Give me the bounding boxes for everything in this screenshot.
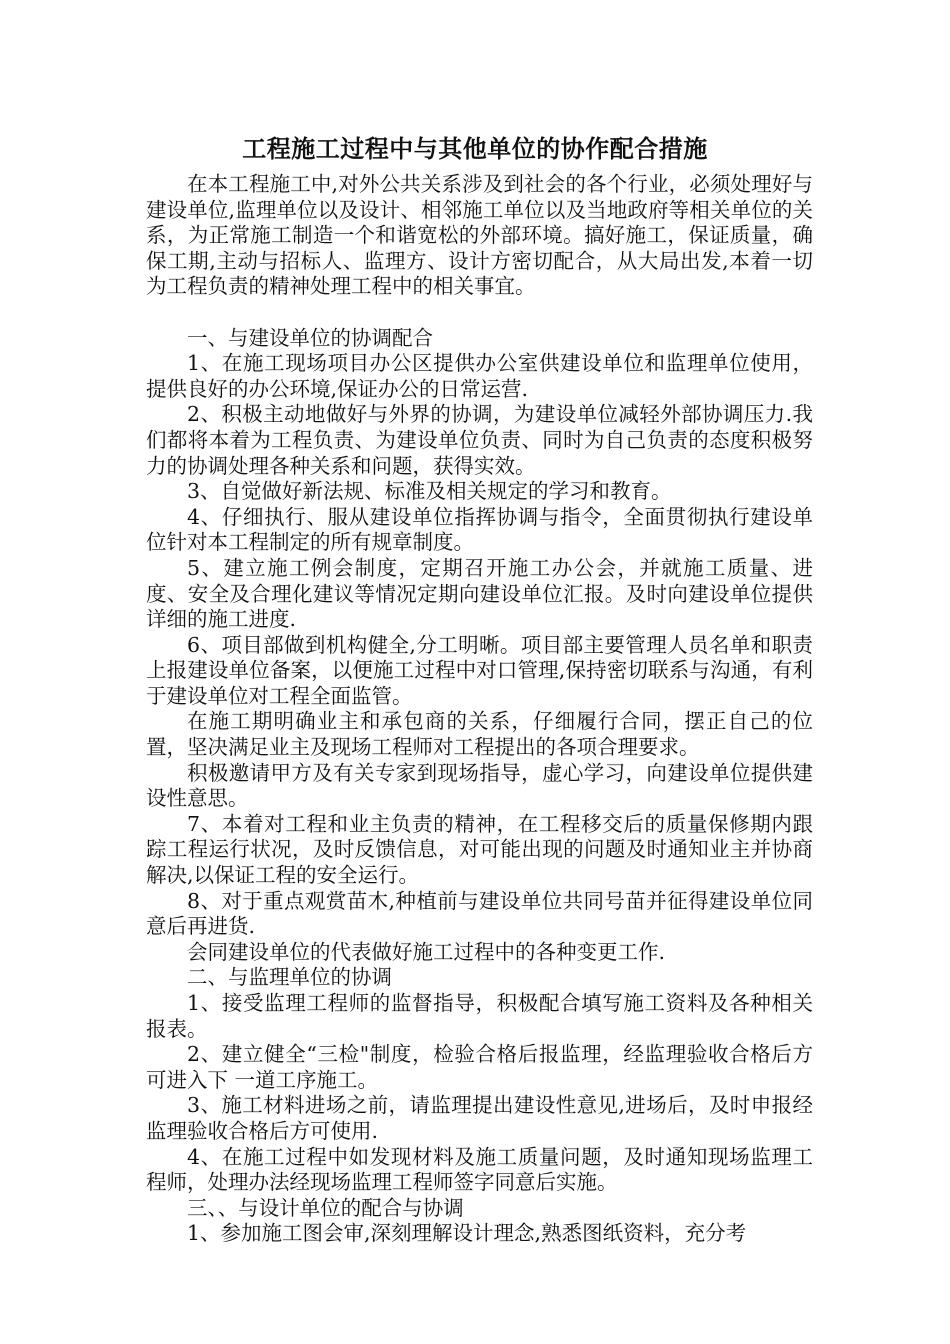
- paragraph: 1、接受监理工程师的监督指导，积极配合填写施工资料及各种相关报表。: [146, 991, 813, 1041]
- paragraph: 4、仔细执行、服从建设单位指挥协调与指令，全面贯彻执行建设单位针对本工程制定的所有规章制度。: [146, 504, 813, 555]
- intro-paragraph: 在本工程施工中,对外公共关系涉及到社会的各个行业，必须处理好与建设单位,监理单位以及设计、相邻施工单位以及当地政府等相关单位的关系，为正常施工制造一个和谐宽松的外部环境。搞好施工，保证质量，确保工期,主动与招标人、监理方、设计方密切配合，从大局出发,本着一切为工程负责的精神处理工程中的相关事宜。: [146, 172, 813, 299]
- section-heading-3: 三、、与设计单位的配合与协调: [187, 1195, 464, 1220]
- paragraph: 2、建立健全“三检"制度，检验合格后报监理，经监理验收合格后方可进入下 一道工序施工。: [146, 1042, 813, 1092]
- paragraph: 3、施工材料进场之前，请监理提出建设性意见,进场后，及时申报经监理验收合格后方可使用.: [146, 1093, 813, 1143]
- paragraph: 8、对于重点观赏苗木,种植前与建设单位共同号苗并征得建设单位同意后再进货.: [146, 888, 813, 939]
- document-body: [146, 172, 813, 1247]
- paragraph: 7、本着对工程和业主负责的精神，在工程移交后的质量保修期内跟踪工程运行状况，及时反馈信息，对可能出现的问题及时通知业主并协商解决,以保证工程的安全运行。: [146, 811, 813, 888]
- paragraph: 6、项目部做到机构健全,分工明晰。项目部主要管理人员名单和职责上报建设单位备案，以便施工过程中对口管理,保持密切联系与沟通，有利于建设单位对工程全面监管。: [146, 632, 813, 708]
- section-heading-2: 二、与监理单位的协调: [187, 965, 392, 990]
- paragraph: 在施工期明确业主和承包商的关系，仔细履行合同，摆正自己的位置，坚决满足业主及现场工程师对工程提出的各项合理要求。: [146, 709, 813, 760]
- paragraph: 1、参加施工图会审,深刻理解设计理念,熟悉图纸资料，充分考: [187, 1221, 747, 1246]
- paragraph: 5、建立施工例会制度，定期召开施工办公会，并就施工质量、进度、安全及合理化建议等情况定期向建设单位汇报。及时向建设单位提供详细的施工进度.: [146, 555, 813, 632]
- section-heading-1: 一、与建设单位的协调配合: [187, 325, 433, 350]
- paragraph: 1、在施工现场项目办公区提供办公室供建设单位和监理单位使用，提供良好的办公环境,保证办公的日常运营.: [146, 351, 813, 401]
- paragraph: 4、在施工过程中如发现材料及施工质量问题，及时通知现场监理工程师，处理办法经现场监理工程师签字同意后实施。: [146, 1144, 813, 1195]
- paragraph: 积极邀请甲方及有关专家到现场指导，虚心学习，向建设单位提供建设性意思。: [146, 760, 813, 811]
- document-title: 工程施工过程中与其他单位的协作配合措施: [242, 134, 708, 163]
- paragraph: 3、自觉做好新法规、标准及相关规定的学习和教育。: [187, 479, 672, 504]
- paragraph: 2、积极主动地做好与外界的协调，为建设单位减轻外部协调压力.我们都将本着为工程负责、为建设单位负责、同时为自己负责的态度积极努力的协调处理各种关系和问题，获得实效。: [146, 402, 813, 478]
- paragraph: 会同建设单位的代表做好施工过程中的各种变更工作.: [187, 939, 666, 964]
